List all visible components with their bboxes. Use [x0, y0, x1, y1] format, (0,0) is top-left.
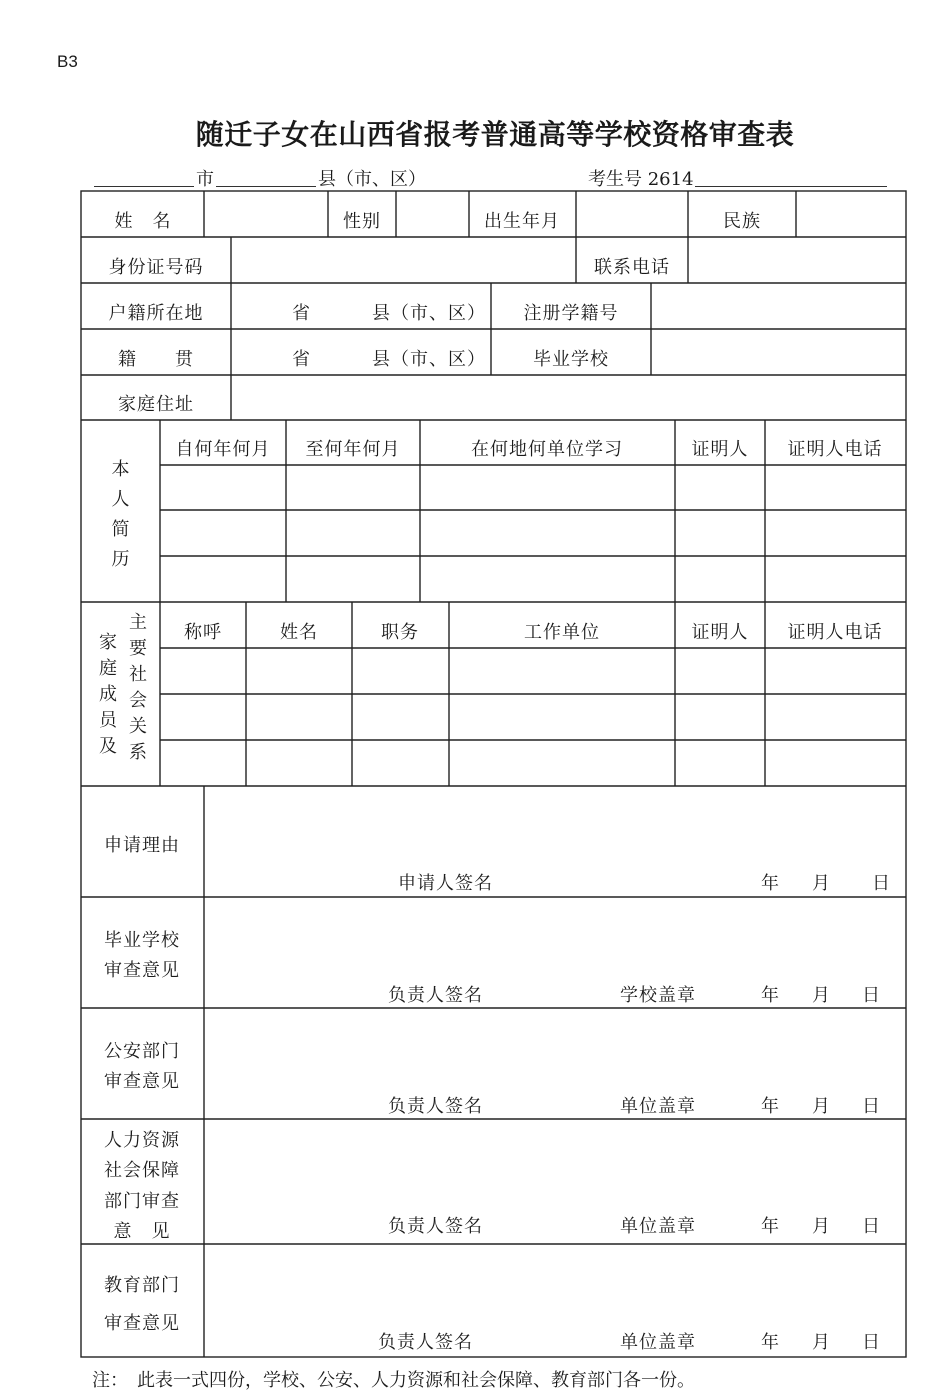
resume-label-3: 简	[111, 519, 131, 540]
section-hr-label-1: 人力资源	[104, 1130, 180, 1151]
section-hr-day: 日	[862, 1216, 881, 1237]
section-reason-label: 申请理由	[104, 835, 180, 856]
section-edu-year: 年	[761, 1332, 780, 1353]
household-province: 省	[292, 303, 311, 324]
section-school-seal: 学校盖章	[620, 985, 696, 1006]
section-edu-month: 月	[812, 1332, 831, 1353]
section-edu-seal: 单位盖章	[620, 1332, 696, 1353]
section-hr-seal: 单位盖章	[620, 1216, 696, 1237]
city-blank[interactable]	[94, 166, 194, 187]
id-number-label: 身份证号码	[108, 257, 204, 278]
section-hr-sign: 负责人签名	[388, 1216, 483, 1237]
family-header-position: 职务	[381, 622, 419, 643]
page-title: 随迁子女在山西省报考普通高等学校资格审查表	[195, 118, 795, 151]
city-label: 市	[196, 169, 214, 190]
exam-number-blank[interactable]	[695, 166, 887, 187]
section-school-year: 年	[761, 985, 780, 1006]
section-school-label-2: 审查意见	[104, 960, 180, 981]
section-police-sign: 负责人签名	[388, 1096, 483, 1117]
section-police-label-2: 审查意见	[104, 1071, 180, 1092]
family-header-witness: 证明人	[691, 622, 749, 643]
section-reason-day: 日	[872, 873, 891, 894]
native-county: 县（市、区）	[372, 349, 486, 370]
section-police-year: 年	[761, 1096, 780, 1117]
phone-label: 联系电话	[594, 257, 670, 278]
reg-number-label: 注册学籍号	[523, 303, 619, 324]
section-hr-label-3: 部门审查	[104, 1191, 180, 1212]
section-school-month: 月	[812, 985, 831, 1006]
ethnicity-label: 民族	[723, 211, 761, 232]
section-reason-month: 月	[812, 873, 831, 894]
family-header-relation: 称呼	[184, 622, 222, 643]
section-hr-label-2: 社会保障	[104, 1160, 180, 1181]
resume-header-place: 在何地何单位学习	[471, 439, 623, 460]
section-school-sign: 负责人签名	[388, 985, 483, 1006]
section-police-label-1: 公安部门	[104, 1041, 180, 1062]
family-header-name: 姓名	[280, 622, 318, 643]
county-blank[interactable]	[216, 166, 316, 187]
native-place-label: 籍 贯	[118, 349, 194, 370]
resume-header-to: 至何年何月	[305, 439, 401, 460]
section-edu-sign: 负责人签名	[378, 1332, 473, 1353]
section-edu-label-1: 教育部门	[104, 1275, 180, 1296]
address-label: 家庭住址	[118, 394, 194, 415]
grad-school-label: 毕业学校	[533, 349, 609, 370]
resume-header-witness-phone: 证明人电话	[787, 439, 883, 460]
section-reason-year: 年	[761, 873, 780, 894]
resume-header-from: 自何年何月	[175, 439, 271, 460]
family-label-col2: 主要社会关系	[126, 612, 147, 768]
exam-number-label: 考生号 2614	[588, 169, 694, 190]
gender-label: 性别	[343, 211, 381, 232]
name-label: 姓 名	[114, 211, 172, 232]
resume-header-witness: 证明人	[691, 439, 749, 460]
family-header-workplace: 工作单位	[524, 622, 600, 643]
section-hr-year: 年	[761, 1216, 780, 1237]
resume-label-2: 人	[111, 489, 131, 510]
family-label-col1: 家庭成员及	[96, 632, 117, 762]
section-school-label-1: 毕业学校	[104, 930, 180, 951]
section-hr-month: 月	[812, 1216, 831, 1237]
household-county: 县（市、区）	[372, 303, 486, 324]
resume-label-1: 本	[111, 459, 131, 480]
section-hr-label-4: 意 见	[113, 1221, 171, 1242]
section-edu-label-2: 审查意见	[104, 1313, 180, 1334]
section-police-seal: 单位盖章	[620, 1096, 696, 1117]
county-label: 县（市、区）	[318, 169, 426, 190]
family-header-witness-phone: 证明人电话	[787, 622, 883, 643]
section-school-day: 日	[862, 985, 881, 1006]
section-edu-day: 日	[862, 1332, 881, 1353]
birth-label: 出生年月	[484, 211, 560, 232]
section-reason-sign: 申请人签名	[398, 873, 493, 894]
footnote: 注： 此表一式四份，学校、公安、人力资源和社会保障、教育部门各一份。	[92, 1370, 695, 1391]
resume-label-4: 历	[111, 549, 131, 570]
native-province: 省	[292, 349, 311, 370]
household-label: 户籍所在地	[108, 303, 204, 324]
section-police-day: 日	[862, 1096, 881, 1117]
form-code: B3	[57, 52, 78, 71]
section-police-month: 月	[812, 1096, 831, 1117]
